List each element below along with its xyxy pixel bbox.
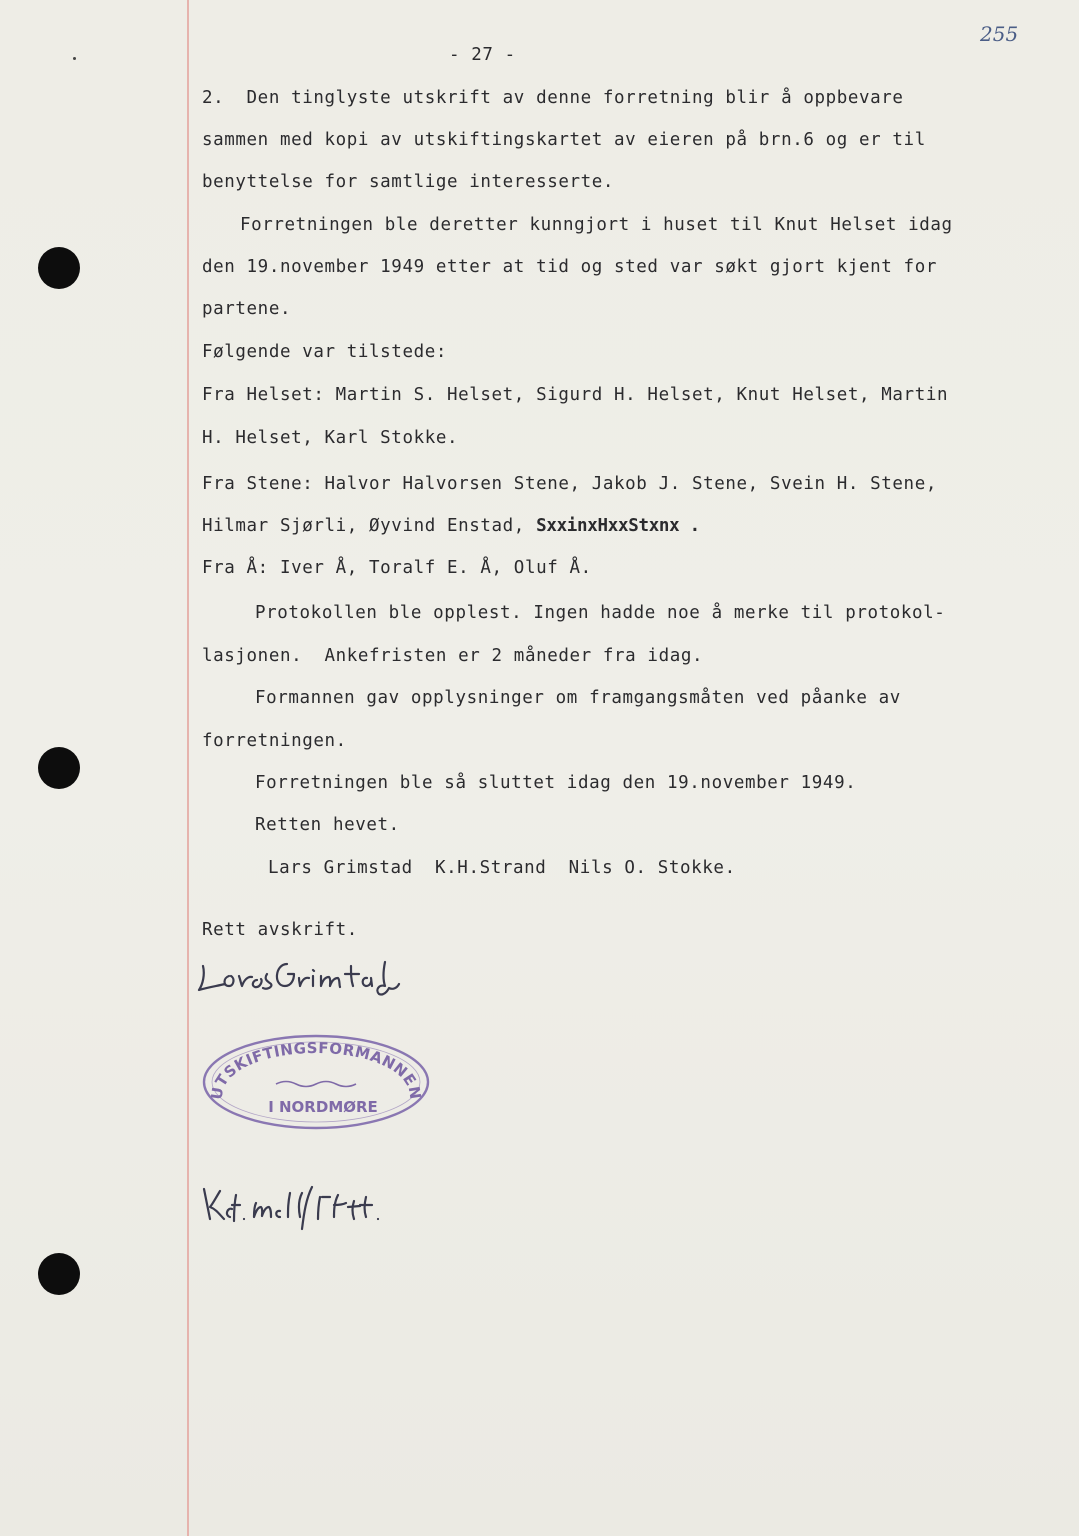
text-line: Rett avskrift. — [202, 920, 358, 940]
official-stamp — [198, 1020, 434, 1130]
text-line: sammen med kopi av utskiftingskartet av eieren på brn.6 og er til — [202, 130, 926, 150]
handwritten-initials — [198, 1175, 398, 1235]
text-line: H. Helset, Karl Stokke. — [202, 428, 459, 448]
text-line: Retten hevet. — [255, 815, 400, 835]
text-line: Følgende var tilstede: — [202, 342, 447, 362]
paper-speck — [73, 57, 76, 60]
text-line: forretningen. — [202, 731, 347, 751]
handwritten-signature — [195, 952, 445, 1002]
text-line: Protokollen ble opplest. Ingen hadde noe å merke til protokol- — [255, 603, 946, 623]
stamp-bottom-text: I NORDMØRE — [268, 1098, 378, 1116]
punch-hole — [38, 747, 80, 789]
text-fragment: Hilmar Sjørli, Øyvind Enstad, — [202, 516, 525, 536]
text-line: lasjonen. Ankefristen er 2 måneder fra idag. — [202, 646, 704, 666]
text-line: Fra Å: Iver Å, Toralf E. Å, Oluf Å. — [202, 558, 592, 578]
text-line: Fra Stene: Halvor Halvorsen Stene, Jakob J. Stene, Svein H. Stene, — [202, 474, 937, 494]
text-line: Fra Helset: Martin S. Helset, Sigurd H. Helset, Knut Helset, Martin — [202, 385, 949, 405]
text-line — [202, 518, 700, 536]
handwritten-page-number: 255 — [980, 22, 1019, 46]
text-line: Forretningen ble så sluttet idag den 19.november 1949. — [255, 773, 857, 793]
red-margin-line — [187, 0, 189, 1536]
punch-hole — [38, 1253, 80, 1295]
punch-hole — [38, 247, 80, 289]
text-line: 2. Den tinglyste utskrift av denne forretning blir å oppbevare — [202, 88, 904, 108]
text-line: Forretningen ble deretter kunngjort i huset til Knut Helset idag — [240, 215, 953, 235]
text-line: partene. — [202, 299, 292, 319]
struck-out-text: SxxinxHxxStxnx . — [536, 516, 700, 536]
text-line: Formannen gav opplysninger om framgangsmåten ved påanke av — [255, 688, 901, 708]
stamp-top-text: UTSKIFTINGSFORMANNEN — [207, 1038, 425, 1101]
text-line: benyttelse for samtlige interesserte. — [202, 172, 615, 192]
text-line: den 19.november 1949 etter at tid og sted var søkt gjort kjent for — [202, 257, 937, 277]
page-header: - 27 - — [449, 45, 516, 65]
signatures-line: Lars Grimstad K.H.Strand Nils O. Stokke. — [268, 858, 736, 878]
